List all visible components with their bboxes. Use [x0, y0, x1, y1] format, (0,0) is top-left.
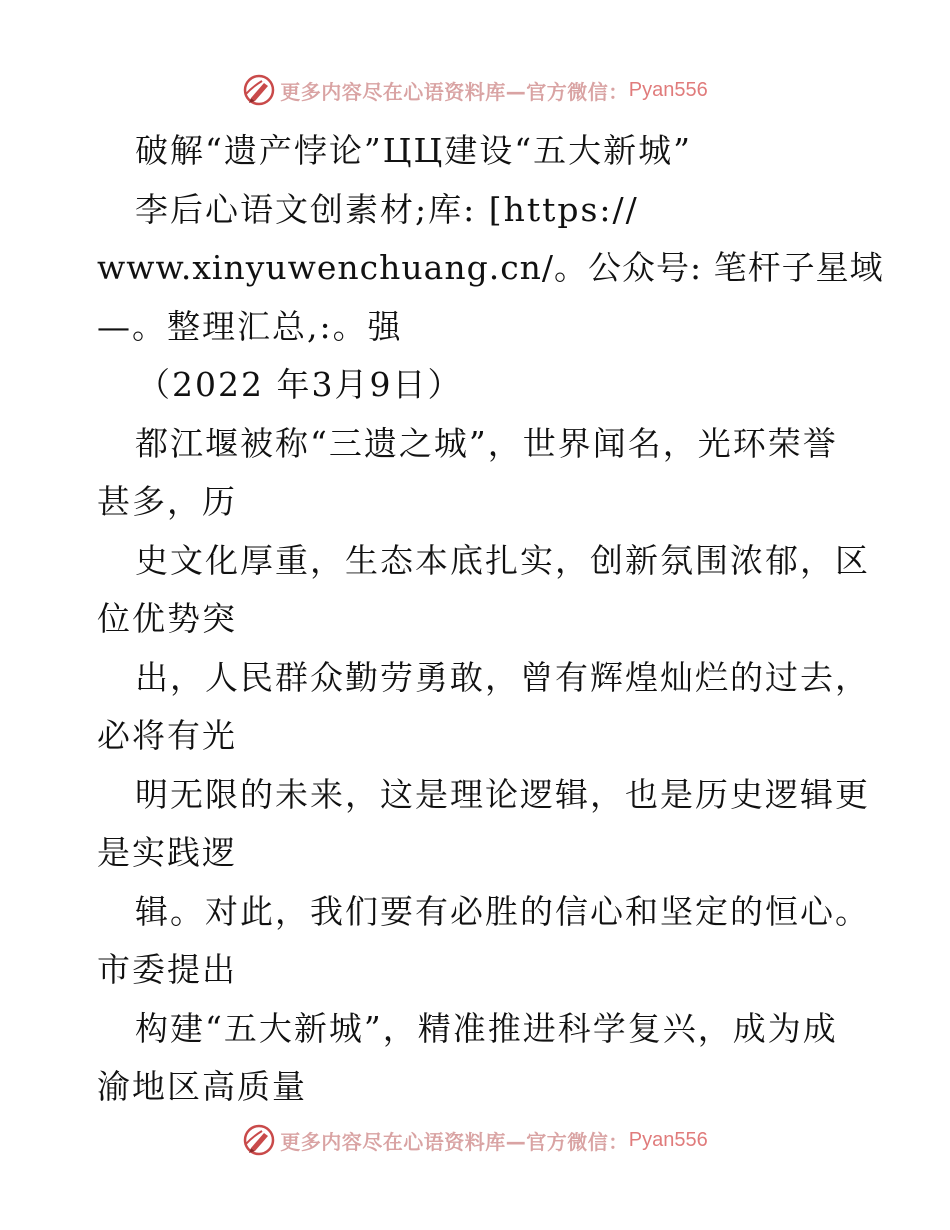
document-title: 破解“遗产悖论”ЦЦ建设“五大新城”: [135, 131, 693, 170]
paragraph-line: 位优势突: [97, 599, 237, 638]
source-url-line: www.xinyuwenchuang.cn/。公众号: 笔杆子星域: [97, 248, 884, 287]
watermark-wechat-id: Pyan556: [628, 1128, 708, 1151]
document-date: （2022 年3月9日）: [137, 365, 463, 404]
pen-logo-icon: [242, 1123, 276, 1157]
watermark-text: 更多内容尽在心语资料库—官方微信：: [280, 79, 629, 104]
paragraph-line: 出，人民群众勤劳勇敢，曾有辉煌灿烂的过去，: [135, 657, 870, 697]
header-watermark-banner: [0, 70, 950, 110]
paragraph-line: 渝地区高质量: [97, 1067, 307, 1106]
paragraph-line: 甚多，历: [97, 482, 237, 521]
paragraph-line: 辑。对此，我们要有必胜的信心和坚定的恒心。: [135, 891, 870, 931]
watermark-wechat-id: Pyan556: [628, 78, 708, 101]
paragraph-line: 必将有光: [97, 716, 237, 755]
paragraph-line: 史文化厚重，生态本底扎实，创新氛围浓郁，区: [135, 540, 870, 580]
source-note-line: —。整理汇总,:。强: [97, 306, 403, 346]
source-line: 李后心语文创素材;库: [https://: [135, 189, 639, 229]
paragraph-line: 明无限的未来，这是理论逻辑，也是历史逻辑更: [135, 774, 870, 814]
document-body: [97, 122, 884, 1117]
pen-logo-icon: [242, 73, 276, 107]
paragraph-line: 构建“五大新城”，精准推进科学复兴，成为成: [135, 1008, 838, 1048]
paragraph-line: 都江堰被称“三遗之城”，世界闻名，光环荣誉: [135, 423, 838, 463]
watermark-text: 更多内容尽在心语资料库—官方微信：: [280, 1129, 629, 1154]
paragraph-line: 市委提出: [97, 950, 237, 989]
paragraph-line: 是实践逻: [97, 833, 237, 872]
footer-watermark-banner: [0, 1120, 950, 1160]
